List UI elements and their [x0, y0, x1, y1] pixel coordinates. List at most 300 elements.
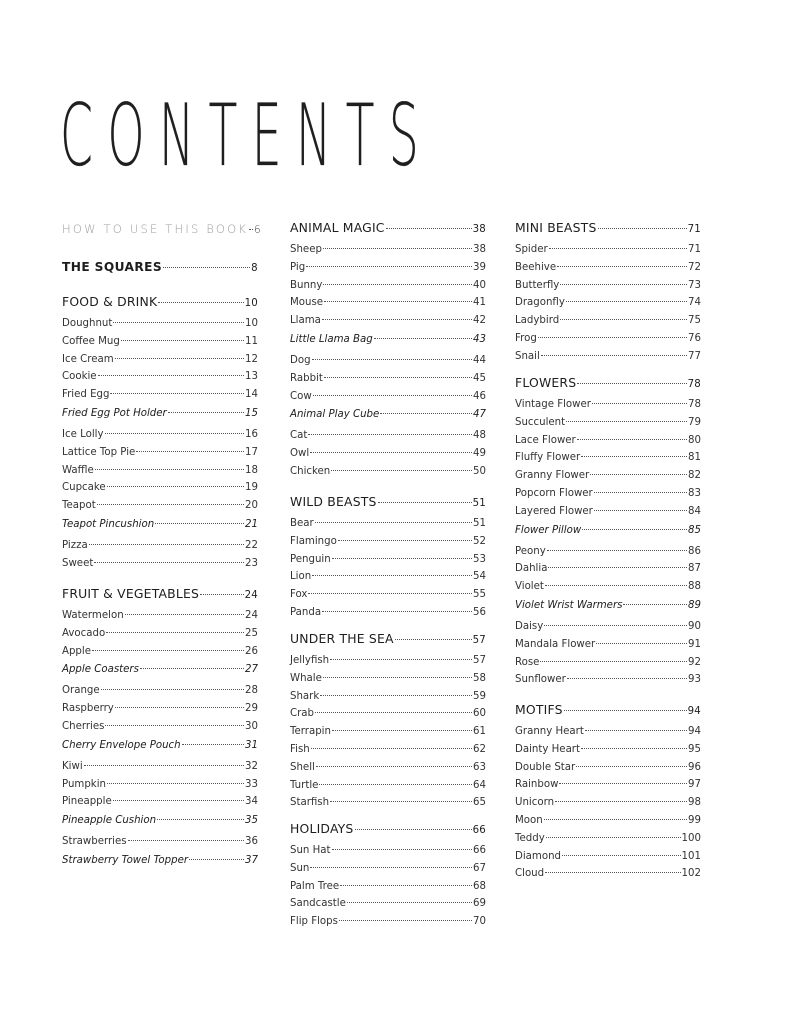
dot-leader — [541, 355, 687, 356]
toc-entry[interactable] — [515, 333, 701, 351]
toc-entry[interactable] — [290, 898, 486, 916]
toc-section-heading[interactable] — [290, 631, 486, 655]
toc-page: 81 — [688, 452, 701, 464]
section-fruit-vegetables — [62, 586, 258, 876]
toc-section-heading[interactable] — [290, 494, 486, 518]
dot-leader — [544, 625, 687, 626]
toc-label: WILD BEASTS — [290, 494, 377, 509]
toc-entry[interactable] — [515, 779, 701, 797]
toc-entry[interactable] — [290, 297, 486, 315]
toc-page: 39 — [473, 261, 486, 273]
toc-page: 98 — [688, 797, 701, 809]
toc-page: 67 — [473, 862, 486, 874]
toc-page: 90 — [688, 620, 701, 632]
toc-entry[interactable] — [62, 371, 258, 389]
toc-entry[interactable] — [62, 721, 258, 739]
toc-entry[interactable] — [62, 465, 258, 483]
toc-entry[interactable] — [62, 540, 258, 558]
dot-leader — [312, 359, 472, 360]
toc-label: Dainty Heart — [515, 743, 580, 755]
dot-leader — [332, 730, 472, 731]
toc-label: Fox — [290, 589, 308, 601]
toc-entry[interactable] — [290, 780, 486, 798]
toc-entry[interactable] — [62, 610, 258, 628]
toc-entry[interactable] — [62, 429, 258, 447]
dot-leader — [339, 920, 472, 921]
toc-entry[interactable] — [515, 470, 701, 488]
dot-leader — [323, 677, 472, 678]
toc-entry[interactable] — [62, 761, 258, 779]
dot-leader — [594, 492, 687, 493]
toc-page: 102 — [681, 868, 701, 880]
toc-page: 21 — [245, 518, 258, 530]
section-under-the-sea — [290, 631, 486, 815]
section-motifs — [515, 702, 701, 886]
toc-label: Flamingo — [290, 535, 337, 547]
toc-page: 44 — [473, 354, 486, 366]
toc-project-entry[interactable] — [62, 408, 258, 429]
toc-entry[interactable] — [515, 657, 701, 675]
toc-page: 78 — [687, 379, 701, 390]
toc-label: Bear — [290, 518, 314, 529]
toc-label: Sunflower — [515, 674, 566, 686]
dot-leader — [546, 837, 681, 838]
toc-entry[interactable] — [290, 518, 486, 536]
toc-entry[interactable] — [290, 726, 486, 744]
toc-label: Dragonfly — [515, 297, 565, 309]
toc-label: Moon — [515, 814, 543, 826]
toc-entry[interactable] — [62, 558, 258, 576]
section-animal-magic — [290, 220, 486, 484]
toc-page: 25 — [245, 627, 258, 639]
toc-project-entry[interactable] — [290, 409, 486, 430]
dot-leader — [312, 575, 472, 576]
toc-entry[interactable] — [290, 430, 486, 448]
toc-entry[interactable] — [290, 373, 486, 391]
toc-label: Sun Hat — [290, 845, 331, 856]
toc-entry[interactable] — [290, 607, 486, 625]
toc-page: 14 — [245, 389, 258, 401]
toc-entry[interactable] — [62, 836, 258, 854]
toc-label: Jellyfish — [290, 655, 330, 666]
toc-entry[interactable] — [290, 315, 486, 333]
toc-entry[interactable] — [62, 336, 258, 354]
toc-label: Diamond — [515, 850, 561, 862]
toc-page: 50 — [473, 465, 486, 477]
toc-entry[interactable] — [290, 355, 486, 373]
dot-leader — [566, 421, 687, 422]
dot-leader — [544, 819, 687, 820]
toc-label: Ice Cream — [62, 353, 114, 365]
toc-entry[interactable] — [290, 391, 486, 409]
dot-leader — [113, 800, 244, 801]
toc-label: Sheep — [290, 244, 322, 255]
toc-page: 72 — [688, 261, 701, 273]
toc-page: 43 — [473, 333, 486, 345]
toc-page: 8 — [251, 263, 258, 274]
toc-entry[interactable] — [290, 845, 486, 863]
toc-entry[interactable] — [515, 297, 701, 315]
dot-leader — [560, 284, 687, 285]
toc-entry[interactable] — [290, 916, 486, 934]
toc-page: 51 — [472, 498, 486, 509]
toc-page: 89 — [688, 599, 701, 611]
dot-leader — [310, 452, 472, 453]
toc-entry[interactable] — [290, 655, 486, 673]
toc-page: 97 — [688, 779, 701, 791]
toc-entry[interactable] — [515, 674, 701, 692]
toc-entry[interactable] — [515, 563, 701, 581]
toc-label: Lace Flower — [515, 434, 576, 446]
toc-entry[interactable] — [62, 354, 258, 372]
toc-page: 80 — [688, 434, 701, 446]
toc-page: 30 — [245, 720, 258, 732]
toc-label: Butterfly — [515, 279, 560, 291]
toc-page: 95 — [688, 743, 701, 755]
toc-label: Fish — [290, 743, 310, 755]
toc-label: Dahlia — [515, 563, 548, 575]
toc-entry[interactable] — [290, 744, 486, 762]
toc-entry[interactable] — [515, 797, 701, 815]
toc-page: 84 — [688, 505, 701, 517]
toc-label: Frog — [515, 332, 537, 344]
toc-page: 26 — [245, 645, 258, 657]
toc-label: Cupcake — [62, 482, 106, 494]
toc-page: 52 — [473, 535, 486, 547]
toc-label: Peony — [515, 545, 546, 557]
toc-entry[interactable] — [515, 851, 701, 869]
toc-label: Shark — [290, 690, 320, 702]
toc-page: 22 — [245, 539, 258, 551]
toc-label: Sandcastle — [290, 898, 346, 910]
toc-project-entry[interactable] — [62, 664, 258, 685]
toc-entry[interactable] — [290, 536, 486, 554]
toc-project-entry[interactable] — [515, 600, 701, 621]
toc-entry[interactable] — [290, 708, 486, 726]
dot-leader — [380, 413, 472, 414]
toc-label: Panda — [290, 606, 322, 618]
toc-page: 75 — [688, 315, 701, 327]
dot-leader — [140, 668, 244, 669]
toc-label: Pizza — [62, 539, 88, 551]
toc-entry[interactable] — [62, 703, 258, 721]
toc-entry[interactable] — [515, 506, 701, 524]
toc-entry[interactable] — [290, 589, 486, 607]
toc-label: Bunny — [290, 279, 323, 291]
toc-label: FLOWERS — [515, 375, 577, 390]
dot-leader — [324, 377, 472, 378]
dot-leader — [89, 544, 244, 545]
toc-page: 40 — [473, 279, 486, 291]
toc-label: Snail — [515, 350, 540, 362]
dot-leader — [355, 829, 472, 830]
toc-page: 57 — [472, 635, 486, 646]
toc-page: 35 — [245, 815, 258, 827]
dot-leader — [340, 885, 472, 886]
toc-label: Popcorn Flower — [515, 487, 593, 499]
dot-leader — [200, 594, 244, 595]
toc-page: 92 — [688, 656, 701, 668]
toc-page: 31 — [245, 739, 258, 751]
toc-label: Rabbit — [290, 372, 323, 384]
toc-project-entry[interactable] — [62, 855, 258, 876]
dot-leader — [331, 470, 472, 471]
toc-label: Penguin — [290, 553, 331, 565]
toc-page: 45 — [473, 372, 486, 384]
toc-page: 100 — [681, 832, 701, 844]
toc-entry[interactable] — [290, 797, 486, 815]
toc-label: Waffle — [62, 464, 94, 476]
dot-leader — [168, 412, 244, 413]
toc-page: 59 — [473, 690, 486, 702]
dot-leader — [110, 393, 244, 394]
toc-label: Beehive — [515, 261, 557, 273]
toc-entry[interactable] — [290, 881, 486, 899]
dot-leader — [322, 319, 472, 320]
toc-entry[interactable] — [62, 389, 258, 407]
toc-page: 94 — [688, 726, 701, 737]
section-holidays — [290, 821, 486, 934]
dot-leader — [592, 403, 687, 404]
toc-page: 76 — [688, 332, 701, 344]
toc-entry[interactable] — [290, 244, 486, 262]
toc-entry[interactable] — [290, 863, 486, 881]
toc-section-heading[interactable] — [515, 702, 701, 726]
toc-label: Cherries — [62, 720, 105, 732]
dot-leader — [182, 744, 244, 745]
toc-label: Fried Egg — [62, 389, 110, 401]
dot-leader — [555, 801, 687, 802]
dot-leader — [107, 783, 244, 784]
toc-section-heading[interactable] — [62, 586, 258, 610]
dot-leader — [566, 301, 687, 302]
toc-entry[interactable] — [62, 500, 258, 518]
toc-label: Lattice Top Pie — [62, 446, 136, 458]
section-wild-beasts — [290, 494, 486, 625]
dot-leader — [548, 567, 687, 568]
toc-label: Vintage Flower — [515, 399, 591, 410]
dot-leader — [545, 585, 687, 586]
toc-label: Little Llama Bag — [290, 333, 373, 345]
dot-leader — [323, 248, 472, 249]
toc-label: MOTIFS — [515, 702, 563, 717]
toc-page: 91 — [688, 638, 701, 650]
dot-leader — [577, 439, 687, 440]
toc-page: 74 — [688, 297, 701, 309]
toc-section-heading[interactable] — [515, 220, 701, 244]
toc-page: 87 — [688, 563, 701, 575]
toc-label: Watermelon — [62, 610, 124, 621]
toc-page: 82 — [688, 470, 701, 482]
toc-entry[interactable] — [62, 646, 258, 664]
toc-label: Flower Pillow — [515, 524, 582, 536]
dot-leader — [590, 474, 687, 475]
toc-label: UNDER THE SEA — [290, 631, 394, 646]
toc-label: Pineapple Cushion — [62, 815, 157, 827]
toc-label: Whale — [290, 672, 322, 684]
toc-entry[interactable] — [515, 639, 701, 657]
dot-leader — [249, 229, 253, 230]
toc-section-squares[interactable] — [62, 260, 258, 274]
toc-entry[interactable] — [290, 571, 486, 589]
toc-entry[interactable] — [62, 318, 258, 336]
toc-page: 27 — [245, 664, 258, 676]
toc-entry[interactable] — [62, 779, 258, 797]
toc-page: 12 — [245, 353, 258, 365]
toc-entry[interactable] — [515, 815, 701, 833]
dot-leader — [330, 659, 472, 660]
dot-leader — [374, 338, 472, 339]
toc-page: 47 — [473, 409, 486, 421]
section-mini-beasts — [515, 220, 701, 369]
dot-leader — [540, 661, 687, 662]
dot-leader — [158, 302, 243, 303]
toc-label: Cow — [290, 390, 312, 402]
dot-leader — [128, 840, 244, 841]
toc-label: Palm Tree — [290, 880, 340, 892]
toc-label: Strawberry Towel Topper — [62, 854, 189, 866]
dot-leader — [577, 383, 686, 384]
toc-entry[interactable] — [290, 262, 486, 280]
toc-label: Succulent — [515, 416, 566, 428]
dot-leader — [92, 650, 244, 651]
toc-page: 11 — [245, 335, 258, 347]
toc-page: 49 — [473, 448, 486, 460]
toc-entry[interactable] — [62, 482, 258, 500]
toc-label: Avocado — [62, 627, 106, 639]
toc-project-entry[interactable] — [62, 740, 258, 761]
toc-label: Teapot — [62, 500, 96, 512]
toc-entry[interactable] — [515, 868, 701, 886]
toc-label: Pineapple — [62, 796, 112, 808]
dot-leader — [347, 902, 472, 903]
toc-label: Shell — [290, 761, 315, 773]
toc-entry[interactable] — [515, 488, 701, 506]
toc-entry[interactable] — [515, 435, 701, 453]
toc-page: 88 — [688, 581, 701, 593]
dot-leader — [549, 248, 687, 249]
toc-entry[interactable] — [515, 417, 701, 435]
dot-leader — [95, 469, 244, 470]
toc-entry[interactable] — [290, 466, 486, 484]
dot-leader — [581, 456, 687, 457]
toc-project-entry[interactable] — [290, 334, 486, 355]
toc-entry[interactable] — [515, 244, 701, 262]
dot-leader — [121, 340, 244, 341]
toc-entry[interactable] — [515, 315, 701, 333]
toc-section-heading[interactable] — [290, 821, 486, 845]
toc-section-heading[interactable] — [62, 294, 258, 318]
toc-entry[interactable] — [515, 833, 701, 851]
toc-label: Lion — [290, 571, 312, 583]
toc-page: 73 — [688, 279, 701, 291]
dot-leader — [581, 748, 687, 749]
toc-page: 48 — [473, 430, 486, 442]
toc-page: 66 — [472, 825, 486, 836]
toc-label: Raspberry — [62, 703, 114, 715]
toc-entry[interactable] — [62, 628, 258, 646]
toc-page: 71 — [687, 224, 701, 235]
dot-leader — [330, 801, 472, 802]
toc-entry[interactable] — [515, 726, 701, 744]
toc-intro-entry[interactable] — [62, 222, 261, 236]
toc-entry[interactable] — [290, 762, 486, 780]
toc-page: 18 — [245, 464, 258, 476]
toc-label: Mouse — [290, 297, 324, 309]
toc-label: Terrapin — [290, 726, 331, 738]
toc-entry[interactable] — [290, 280, 486, 298]
toc-entry[interactable] — [515, 452, 701, 470]
dot-leader — [323, 284, 472, 285]
dot-leader — [594, 510, 687, 511]
toc-label: Coffee Mug — [62, 335, 120, 347]
toc-label: Apple — [62, 645, 92, 657]
page-title: CONTENTS — [60, 86, 434, 186]
toc-page: 60 — [473, 708, 486, 720]
dot-leader — [320, 695, 472, 696]
toc-entry[interactable] — [290, 673, 486, 691]
toc-project-entry[interactable] — [62, 815, 258, 836]
toc-page: 101 — [681, 850, 701, 862]
toc-section-heading[interactable] — [290, 220, 486, 244]
dot-leader — [106, 632, 244, 633]
dot-leader — [585, 730, 687, 731]
toc-entry[interactable] — [515, 280, 701, 298]
toc-label: Chicken — [290, 465, 331, 477]
dot-leader — [559, 783, 687, 784]
toc-entry[interactable] — [515, 262, 701, 280]
toc-entry[interactable] — [62, 685, 258, 703]
toc-entry[interactable] — [515, 399, 701, 417]
toc-entry[interactable] — [515, 744, 701, 762]
toc-entry[interactable] — [515, 621, 701, 639]
dot-leader — [311, 748, 472, 749]
toc-label: Granny Flower — [515, 470, 590, 482]
dot-leader — [313, 395, 472, 396]
toc-label: Dog — [290, 354, 311, 366]
toc-entry[interactable] — [290, 448, 486, 466]
toc-entry[interactable] — [62, 447, 258, 465]
dot-leader — [163, 267, 250, 268]
toc-entry[interactable] — [515, 581, 701, 599]
toc-page: 66 — [473, 845, 486, 856]
toc-entry[interactable] — [515, 546, 701, 564]
dot-leader — [136, 451, 244, 452]
toc-label: Cloud — [515, 868, 545, 880]
toc-entry[interactable] — [290, 691, 486, 709]
toc-page: 46 — [473, 390, 486, 402]
dot-leader — [324, 301, 472, 302]
toc-section-heading[interactable] — [515, 375, 701, 399]
toc-project-entry[interactable] — [515, 525, 701, 546]
toc-entry[interactable] — [515, 762, 701, 780]
toc-page: 77 — [688, 350, 701, 362]
toc-entry[interactable] — [290, 554, 486, 572]
toc-label: Owl — [290, 448, 310, 460]
toc-page: 63 — [473, 761, 486, 773]
toc-page: 85 — [688, 524, 701, 536]
dot-leader — [562, 855, 681, 856]
toc-entry[interactable] — [515, 351, 701, 369]
toc-entry[interactable] — [62, 796, 258, 814]
dot-leader — [623, 604, 687, 605]
toc-label: HOLIDAYS — [290, 821, 354, 836]
toc-page: 15 — [245, 407, 258, 419]
toc-page: 83 — [688, 487, 701, 499]
toc-project-entry[interactable] — [62, 519, 258, 540]
toc-page: 69 — [473, 898, 486, 910]
dot-leader — [386, 228, 472, 229]
